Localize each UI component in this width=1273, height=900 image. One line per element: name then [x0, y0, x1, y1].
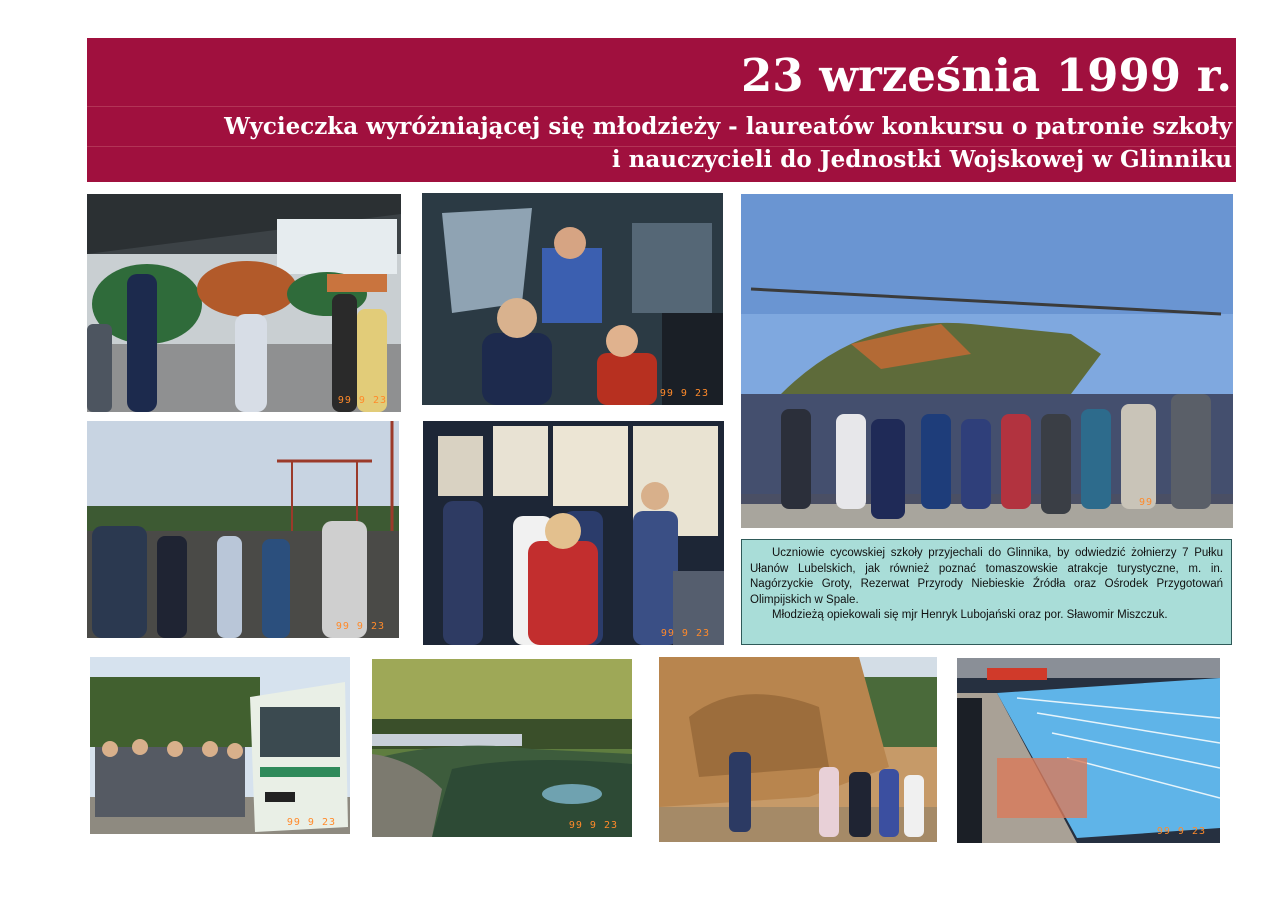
date-stamp: 99 9 23	[1156, 826, 1206, 837]
photo-helicopter-group	[741, 194, 1233, 528]
date-stamp: 99 9 23	[286, 817, 336, 828]
photo-cockpit	[422, 193, 723, 405]
subtitle-line-2: i nauczycieli do Jednostki Wojskowej w Glinniku	[611, 146, 1232, 173]
date-stamp: 99 9 23	[337, 395, 387, 406]
date-stamp: 99 9 23	[568, 820, 618, 831]
header-banner	[87, 38, 1236, 182]
caption-box	[741, 539, 1232, 645]
photo-bus	[90, 657, 350, 834]
photo-pool	[957, 658, 1220, 843]
date-stamp: 99 9 23	[659, 388, 709, 399]
banner-rule	[87, 106, 1236, 107]
photo-springs	[372, 659, 632, 837]
caption-paragraph-1: Uczniowie cycowskiej szkoły przyjechali do Glinnika, by odwiedzić żołnierzy 7 Pułku Ułanów Lubelskich, jak również poznać tomaszowskie atrakcje turystyczne, m. in. Nagórzyckie Groty, Rezerwat Przyrody Niebieskie Źródła oraz Ośrodek Przygotowań Olimpijskich w Spale.	[750, 547, 1223, 606]
page-subtitle	[92, 110, 1232, 176]
date-stamp: 99 9 23	[660, 628, 710, 639]
date-stamp: 99 9 23	[335, 621, 385, 632]
photo-training-ground	[87, 421, 399, 638]
subtitle-line-1: Wycieczka wyróżniającej się młodzieży - laureatów konkursu o patronie szkoły	[224, 113, 1232, 140]
caption-paragraph-2: Młodzieżą opiekowali się mjr Henryk Lubojański oraz por. Sławomir Miszczuk.	[772, 609, 1168, 621]
date-stamp: 99	[1138, 497, 1153, 508]
page-title: 23 września 1999 r.	[740, 49, 1232, 102]
photo-hangar	[87, 194, 401, 412]
photo-caves	[659, 657, 937, 842]
photo-exhibition	[423, 421, 724, 645]
